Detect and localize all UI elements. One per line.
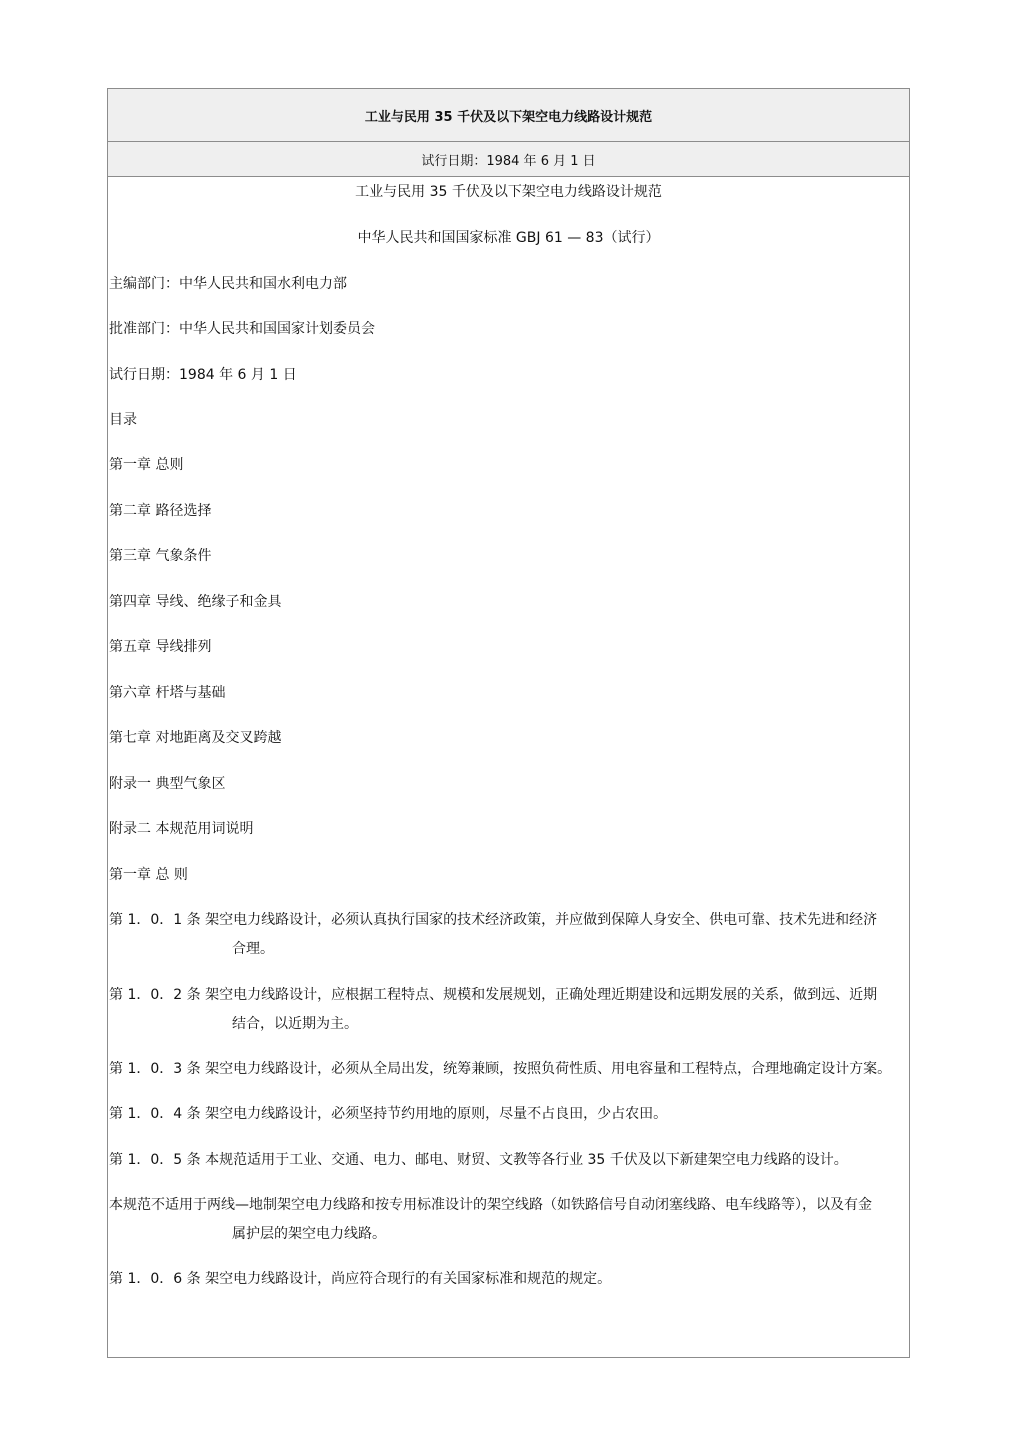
standard-number: 中华人民共和国国家标准 GBJ 61 — 83（试行） bbox=[357, 230, 660, 246]
article-1-0-5: 第 1．0．5 条 本规范适用于工业、交通、电力、邮电、财贸、文教等各行业 35 千伏及以下新建架空电力线路的设计。 bbox=[109, 1152, 848, 1168]
toc-item: 第二章 路径选择 bbox=[109, 503, 212, 519]
trial-date-header: 试行日期：1984 年 6 月 1 日 bbox=[421, 153, 596, 169]
toc-item: 第七章 对地距离及交叉跨越 bbox=[109, 730, 282, 746]
chapter-title: 第一章 总 则 bbox=[109, 867, 188, 883]
toc-title: 目录 bbox=[109, 412, 137, 428]
toc-item: 第四章 导线、绝缘子和金具 bbox=[109, 594, 282, 610]
article-1-0-1-continued: 合理。 bbox=[232, 941, 274, 957]
article-1-0-2: 第 1．0．2 条 架空电力线路设计，应根据工程特点、规模和发展规划，正确处理近期建设和远期发展的关系，做到远、近期 bbox=[109, 987, 878, 1003]
approver-department: 批准部门：中华人民共和国国家计划委员会 bbox=[109, 321, 375, 337]
doc-title: 工业与民用 35 千伏及以下架空电力线路设计规范 bbox=[355, 184, 662, 200]
article-1-0-1: 第 1．0．1 条 架空电力线路设计，必须认真执行国家的技术经济政策，并应做到保障人身安全、供电可靠、技术先进和经济 bbox=[109, 912, 878, 928]
article-1-0-2-continued: 结合，以近期为主。 bbox=[232, 1016, 358, 1032]
editor-department: 主编部门：中华人民共和国水利电力部 bbox=[109, 276, 347, 292]
page-title: 工业与民用 35 千伏及以下架空电力线路设计规范 bbox=[364, 109, 653, 125]
article-1-0-3: 第 1．0．3 条 架空电力线路设计，必须从全局出发，统筹兼顾，按照负荷性质、用电容量和工程特点，合理地确定设计方案。 bbox=[109, 1061, 892, 1077]
toc-item: 第五章 导线排列 bbox=[109, 639, 212, 655]
document-table bbox=[107, 88, 910, 1358]
date-row bbox=[108, 142, 909, 177]
toc-item: 第六章 杆塔与基础 bbox=[109, 685, 226, 701]
article-1-0-5-note: 本规范不适用于两线—地制架空电力线路和按专用标准设计的架空线路（如铁路信号自动闭塞线路、电车线路等），以及有金 bbox=[109, 1197, 872, 1213]
toc-item: 附录二 本规范用词说明 bbox=[109, 821, 254, 837]
title-row bbox=[108, 89, 909, 142]
article-1-0-4: 第 1．0．4 条 架空电力线路设计，必须坚持节约用地的原则，尽量不占良田，少占农田。 bbox=[109, 1106, 668, 1122]
toc-item: 第三章 气象条件 bbox=[109, 548, 212, 564]
article-1-0-5-note-continued: 属护层的架空电力线路。 bbox=[232, 1226, 386, 1242]
trial-date: 试行日期：1984 年 6 月 1 日 bbox=[109, 367, 297, 383]
article-1-0-6: 第 1．0．6 条 架空电力线路设计，尚应符合现行的有关国家标准和规范的规定。 bbox=[109, 1271, 612, 1287]
toc-item: 第一章 总则 bbox=[109, 457, 184, 473]
toc-item: 附录一 典型气象区 bbox=[109, 776, 226, 792]
